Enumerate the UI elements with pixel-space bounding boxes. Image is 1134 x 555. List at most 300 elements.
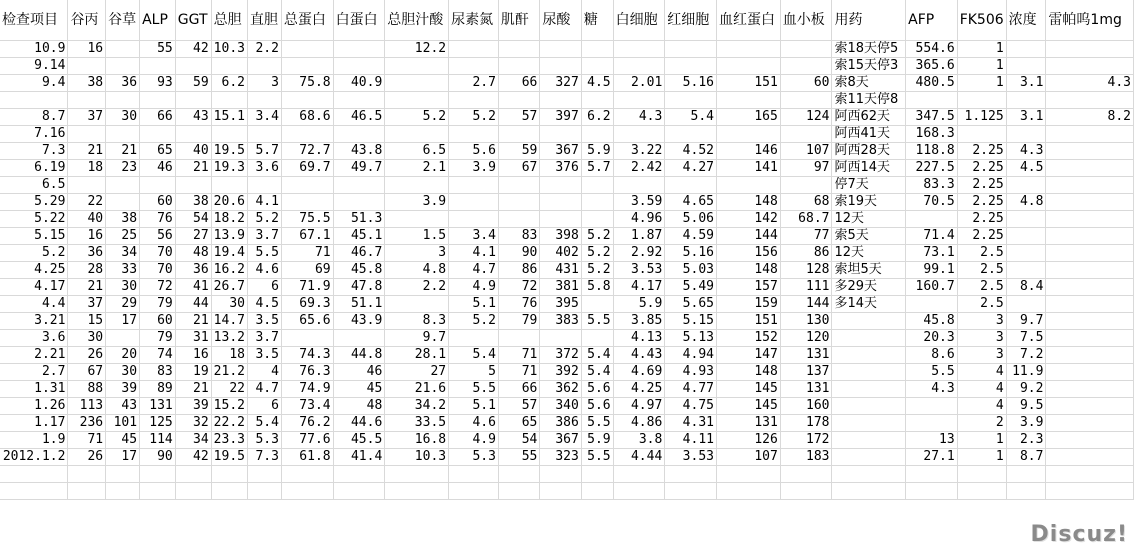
table-cell[interactable] (449, 176, 499, 193)
table-cell[interactable]: 118.8 (906, 142, 958, 159)
table-cell[interactable] (449, 329, 499, 346)
table-cell[interactable] (1046, 244, 1134, 261)
table-cell[interactable]: 125 (140, 414, 176, 431)
table-cell[interactable]: 69.3 (281, 295, 333, 312)
table-cell[interactable]: 151 (716, 312, 780, 329)
table-cell[interactable]: 5.5 (581, 414, 613, 431)
table-cell[interactable]: 40 (175, 142, 211, 159)
table-cell[interactable]: 4.9 (449, 431, 499, 448)
table-cell[interactable] (832, 363, 906, 380)
table-cell[interactable]: 90 (140, 448, 176, 465)
table-cell[interactable]: 68.7 (780, 210, 832, 227)
table-cell[interactable]: 4 (957, 380, 1006, 397)
table-cell[interactable] (832, 397, 906, 414)
table-cell[interactable]: 26.7 (211, 278, 247, 295)
table-cell[interactable]: 46.7 (333, 244, 385, 261)
table-cell[interactable]: 41.4 (333, 448, 385, 465)
table-cell[interactable] (832, 312, 906, 329)
table-cell[interactable]: 46 (140, 159, 176, 176)
table-cell[interactable]: 13 (906, 431, 958, 448)
table-cell[interactable]: 2.7 (0, 363, 68, 380)
table-cell[interactable]: 3.21 (0, 312, 68, 329)
table-cell[interactable]: 45.8 (906, 312, 958, 329)
table-cell[interactable] (106, 193, 140, 210)
table-cell[interactable] (581, 176, 613, 193)
table-cell[interactable] (540, 210, 581, 227)
table-cell[interactable] (1046, 227, 1134, 244)
table-cell[interactable]: 16 (175, 346, 211, 363)
table-cell[interactable] (449, 193, 499, 210)
table-cell[interactable]: 4.5 (581, 74, 613, 91)
table-cell[interactable]: 1.26 (0, 397, 68, 414)
table-cell[interactable]: 5.5 (581, 312, 613, 329)
table-cell[interactable]: 34 (106, 244, 140, 261)
table-cell[interactable] (957, 125, 1006, 142)
table-cell[interactable]: 79 (140, 329, 176, 346)
table-cell[interactable]: 45 (106, 431, 140, 448)
table-cell[interactable]: 3.85 (613, 312, 665, 329)
table-cell[interactable]: 3.5 (247, 312, 281, 329)
table-cell[interactable] (385, 57, 449, 74)
table-cell[interactable]: 157 (716, 278, 780, 295)
table-cell[interactable]: 107 (716, 448, 780, 465)
table-cell[interactable]: 5.7 (247, 142, 281, 159)
table-cell[interactable]: 43.8 (333, 142, 385, 159)
table-cell[interactable]: 18 (211, 346, 247, 363)
table-cell[interactable]: 4.43 (613, 346, 665, 363)
header-cell[interactable]: ALP (140, 0, 176, 40)
table-cell[interactable] (175, 57, 211, 74)
table-cell[interactable] (540, 91, 581, 108)
table-cell[interactable]: 13.2 (211, 329, 247, 346)
table-cell[interactable]: 5.15 (665, 312, 717, 329)
table-cell[interactable]: 37 (68, 108, 106, 125)
table-cell[interactable] (613, 125, 665, 142)
table-cell[interactable]: 362 (540, 380, 581, 397)
empty-cell[interactable] (211, 482, 247, 499)
table-cell[interactable]: 51.3 (333, 210, 385, 227)
table-cell[interactable]: 395 (540, 295, 581, 312)
table-cell[interactable]: 54 (498, 431, 539, 448)
table-cell[interactable]: 347.5 (906, 108, 958, 125)
table-cell[interactable]: 9.2 (1006, 380, 1046, 397)
table-cell[interactable]: 3.6 (247, 159, 281, 176)
table-cell[interactable]: 4 (957, 363, 1006, 380)
table-cell[interactable]: 72 (498, 278, 539, 295)
table-cell[interactable]: 索11天停8 (832, 91, 906, 108)
table-cell[interactable]: 29 (106, 295, 140, 312)
table-cell[interactable]: 7.5 (1006, 329, 1046, 346)
table-cell[interactable]: 8.7 (0, 108, 68, 125)
table-cell[interactable]: 15.1 (211, 108, 247, 125)
table-cell[interactable]: 28 (68, 261, 106, 278)
table-cell[interactable] (832, 414, 906, 431)
table-cell[interactable] (211, 91, 247, 108)
table-cell[interactable]: 5.4 (581, 363, 613, 380)
table-cell[interactable]: 68.6 (281, 108, 333, 125)
table-cell[interactable]: 4.6 (449, 414, 499, 431)
table-cell[interactable]: 43 (106, 397, 140, 414)
empty-cell[interactable] (449, 482, 499, 499)
table-cell[interactable] (1046, 125, 1134, 142)
table-cell[interactable]: 4 (957, 397, 1006, 414)
table-cell[interactable]: 38 (68, 74, 106, 91)
table-cell[interactable] (581, 91, 613, 108)
table-cell[interactable]: 23 (106, 159, 140, 176)
table-cell[interactable]: 38 (106, 210, 140, 227)
table-cell[interactable]: 113 (68, 397, 106, 414)
table-cell[interactable]: 4.8 (1006, 193, 1046, 210)
table-cell[interactable]: 141 (716, 159, 780, 176)
table-cell[interactable]: 392 (540, 363, 581, 380)
table-cell[interactable]: 21 (68, 142, 106, 159)
table-cell[interactable] (449, 40, 499, 57)
table-cell[interactable]: 2.25 (957, 210, 1006, 227)
table-cell[interactable] (1046, 397, 1134, 414)
table-cell[interactable]: 114 (140, 431, 176, 448)
table-cell[interactable]: 2.2 (247, 40, 281, 57)
table-cell[interactable]: 34 (175, 431, 211, 448)
table-cell[interactable]: 70.5 (906, 193, 958, 210)
table-cell[interactable] (1006, 227, 1046, 244)
table-cell[interactable]: 2.3 (1006, 431, 1046, 448)
table-cell[interactable]: 76 (140, 210, 176, 227)
table-cell[interactable]: 7.3 (247, 448, 281, 465)
table-cell[interactable]: 2.92 (613, 244, 665, 261)
empty-cell[interactable] (1046, 465, 1134, 482)
table-cell[interactable] (780, 40, 832, 57)
table-cell[interactable]: 3.59 (613, 193, 665, 210)
table-cell[interactable]: 10.3 (385, 448, 449, 465)
table-cell[interactable] (540, 329, 581, 346)
empty-cell[interactable] (540, 465, 581, 482)
table-cell[interactable] (613, 91, 665, 108)
table-cell[interactable]: 12天 (832, 244, 906, 261)
table-cell[interactable]: 148 (716, 261, 780, 278)
table-cell[interactable] (333, 125, 385, 142)
table-cell[interactable]: 11.9 (1006, 363, 1046, 380)
table-cell[interactable]: 480.5 (906, 74, 958, 91)
empty-cell[interactable] (281, 482, 333, 499)
table-cell[interactable] (498, 125, 539, 142)
table-cell[interactable]: 3.1 (1006, 74, 1046, 91)
table-cell[interactable] (780, 125, 832, 142)
table-cell[interactable]: 4.7 (449, 261, 499, 278)
table-cell[interactable]: 4.8 (385, 261, 449, 278)
table-cell[interactable] (581, 210, 613, 227)
empty-cell[interactable] (613, 482, 665, 499)
table-cell[interactable]: 151 (716, 74, 780, 91)
table-cell[interactable] (281, 40, 333, 57)
header-cell[interactable]: 雷帕呜1mg (1046, 0, 1134, 40)
table-cell[interactable]: 367 (540, 142, 581, 159)
table-cell[interactable] (498, 57, 539, 74)
table-cell[interactable]: 索8天 (832, 74, 906, 91)
table-cell[interactable]: 365.6 (906, 57, 958, 74)
table-cell[interactable]: 83.3 (906, 176, 958, 193)
table-cell[interactable]: 130 (780, 312, 832, 329)
table-cell[interactable]: 6.19 (0, 159, 68, 176)
table-cell[interactable]: 1.17 (0, 414, 68, 431)
table-cell[interactable] (832, 329, 906, 346)
empty-cell[interactable] (498, 482, 539, 499)
table-cell[interactable]: 27 (175, 227, 211, 244)
empty-cell[interactable] (780, 482, 832, 499)
table-cell[interactable] (281, 176, 333, 193)
table-cell[interactable] (106, 91, 140, 108)
table-cell[interactable]: 2.25 (957, 193, 1006, 210)
table-cell[interactable] (540, 57, 581, 74)
table-cell[interactable]: 65 (498, 414, 539, 431)
empty-cell[interactable] (716, 482, 780, 499)
table-cell[interactable]: 6 (247, 278, 281, 295)
table-cell[interactable]: 5.16 (665, 244, 717, 261)
table-cell[interactable]: 4.7 (247, 380, 281, 397)
table-cell[interactable] (211, 125, 247, 142)
table-cell[interactable] (957, 91, 1006, 108)
table-cell[interactable]: 25 (106, 227, 140, 244)
table-cell[interactable]: 71 (498, 346, 539, 363)
table-cell[interactable]: 14.7 (211, 312, 247, 329)
table-cell[interactable]: 17 (106, 312, 140, 329)
table-cell[interactable]: 46.5 (333, 108, 385, 125)
table-cell[interactable] (247, 125, 281, 142)
table-cell[interactable]: 40.9 (333, 74, 385, 91)
header-cell[interactable]: 白蛋白 (333, 0, 385, 40)
table-cell[interactable]: 9.4 (0, 74, 68, 91)
empty-cell[interactable] (211, 465, 247, 482)
table-cell[interactable]: 2.5 (957, 295, 1006, 312)
table-cell[interactable]: 18 (68, 159, 106, 176)
empty-cell[interactable] (247, 465, 281, 482)
table-cell[interactable]: 386 (540, 414, 581, 431)
table-cell[interactable]: 5.65 (665, 295, 717, 312)
table-cell[interactable]: 76.2 (281, 414, 333, 431)
table-cell[interactable]: 5.22 (0, 210, 68, 227)
table-cell[interactable]: 4.77 (665, 380, 717, 397)
header-cell[interactable]: GGT (175, 0, 211, 40)
table-cell[interactable] (281, 91, 333, 108)
table-cell[interactable]: 5.16 (665, 74, 717, 91)
header-cell[interactable]: 浓度 (1006, 0, 1046, 40)
table-cell[interactable] (1006, 40, 1046, 57)
table-cell[interactable]: 2.5 (957, 261, 1006, 278)
table-cell[interactable]: 56 (140, 227, 176, 244)
table-cell[interactable]: 2.5 (957, 278, 1006, 295)
table-cell[interactable]: 156 (716, 244, 780, 261)
table-cell[interactable] (68, 91, 106, 108)
table-cell[interactable] (68, 125, 106, 142)
table-cell[interactable]: 20.6 (211, 193, 247, 210)
table-cell[interactable]: 3.9 (385, 193, 449, 210)
table-cell[interactable] (140, 91, 176, 108)
table-cell[interactable] (665, 57, 717, 74)
table-cell[interactable]: 30 (211, 295, 247, 312)
table-cell[interactable] (449, 210, 499, 227)
table-cell[interactable] (906, 91, 958, 108)
table-cell[interactable]: 131 (780, 380, 832, 397)
table-cell[interactable]: 41 (175, 278, 211, 295)
table-cell[interactable]: 65.6 (281, 312, 333, 329)
table-cell[interactable]: 21.6 (385, 380, 449, 397)
empty-cell[interactable] (333, 465, 385, 482)
header-cell[interactable]: FK506 (957, 0, 1006, 40)
table-cell[interactable] (498, 91, 539, 108)
empty-cell[interactable] (957, 482, 1006, 499)
table-cell[interactable]: 2.21 (0, 346, 68, 363)
table-cell[interactable]: 152 (716, 329, 780, 346)
table-cell[interactable]: 4.4 (0, 295, 68, 312)
table-cell[interactable] (613, 40, 665, 57)
table-cell[interactable]: 5.29 (0, 193, 68, 210)
table-cell[interactable]: 55 (498, 448, 539, 465)
table-cell[interactable] (780, 176, 832, 193)
table-cell[interactable]: 2012.1.2 (0, 448, 68, 465)
table-cell[interactable] (281, 329, 333, 346)
table-cell[interactable] (175, 91, 211, 108)
table-cell[interactable]: 160.7 (906, 278, 958, 295)
table-cell[interactable]: 45.8 (333, 261, 385, 278)
table-cell[interactable]: 236 (68, 414, 106, 431)
table-cell[interactable] (140, 125, 176, 142)
empty-cell[interactable] (0, 482, 68, 499)
table-cell[interactable]: 2.25 (957, 176, 1006, 193)
table-cell[interactable] (1006, 91, 1046, 108)
table-cell[interactable]: 19.5 (211, 448, 247, 465)
table-cell[interactable] (1006, 261, 1046, 278)
empty-cell[interactable] (581, 482, 613, 499)
table-cell[interactable]: 45 (333, 380, 385, 397)
table-cell[interactable]: 367 (540, 431, 581, 448)
table-cell[interactable] (1046, 159, 1134, 176)
header-cell[interactable]: AFP (906, 0, 958, 40)
table-cell[interactable] (140, 57, 176, 74)
table-cell[interactable]: 111 (780, 278, 832, 295)
table-cell[interactable]: 4.17 (613, 278, 665, 295)
table-cell[interactable]: 148 (716, 193, 780, 210)
table-cell[interactable]: 101 (106, 414, 140, 431)
table-cell[interactable]: 5.1 (449, 397, 499, 414)
header-cell[interactable]: 直胆 (247, 0, 281, 40)
table-cell[interactable]: 10.3 (211, 40, 247, 57)
table-cell[interactable] (665, 40, 717, 57)
table-cell[interactable]: 3.6 (0, 329, 68, 346)
table-cell[interactable]: 79 (140, 295, 176, 312)
table-cell[interactable]: 40 (68, 210, 106, 227)
table-cell[interactable]: 21 (175, 312, 211, 329)
table-cell[interactable] (1046, 57, 1134, 74)
table-cell[interactable]: 12.2 (385, 40, 449, 57)
empty-cell[interactable] (540, 482, 581, 499)
table-cell[interactable]: 71 (498, 363, 539, 380)
table-cell[interactable]: 39 (175, 397, 211, 414)
table-cell[interactable] (140, 176, 176, 193)
table-cell[interactable]: 1.5 (385, 227, 449, 244)
table-cell[interactable]: 4.52 (665, 142, 717, 159)
table-cell[interactable]: 183 (780, 448, 832, 465)
table-cell[interactable]: 3 (957, 346, 1006, 363)
table-cell[interactable]: 3.53 (665, 448, 717, 465)
table-cell[interactable]: 21 (175, 380, 211, 397)
table-cell[interactable] (540, 40, 581, 57)
header-cell[interactable]: 用药 (832, 0, 906, 40)
table-cell[interactable] (581, 295, 613, 312)
table-cell[interactable]: 59 (175, 74, 211, 91)
table-cell[interactable] (281, 57, 333, 74)
table-cell[interactable]: 39 (106, 380, 140, 397)
table-cell[interactable]: 99.1 (906, 261, 958, 278)
table-cell[interactable]: 5.5 (247, 244, 281, 261)
table-cell[interactable]: 4.94 (665, 346, 717, 363)
table-cell[interactable]: 4.27 (665, 159, 717, 176)
table-cell[interactable]: 137 (780, 363, 832, 380)
table-cell[interactable]: 13.9 (211, 227, 247, 244)
table-cell[interactable] (333, 91, 385, 108)
table-cell[interactable]: 30 (68, 329, 106, 346)
table-cell[interactable] (1006, 210, 1046, 227)
table-cell[interactable] (211, 57, 247, 74)
table-cell[interactable]: 1.9 (0, 431, 68, 448)
table-cell[interactable]: 18.2 (211, 210, 247, 227)
table-cell[interactable]: 1 (957, 431, 1006, 448)
table-cell[interactable]: 4.97 (613, 397, 665, 414)
table-cell[interactable]: 3.22 (613, 142, 665, 159)
table-cell[interactable]: 376 (540, 159, 581, 176)
table-cell[interactable]: 5.9 (613, 295, 665, 312)
table-cell[interactable]: 4.69 (613, 363, 665, 380)
table-cell[interactable]: 120 (780, 329, 832, 346)
table-cell[interactable]: 60 (140, 312, 176, 329)
table-cell[interactable]: 70 (140, 261, 176, 278)
table-cell[interactable]: 67 (498, 159, 539, 176)
table-cell[interactable]: 44.6 (333, 414, 385, 431)
table-cell[interactable]: 9.5 (1006, 397, 1046, 414)
table-cell[interactable]: 67.1 (281, 227, 333, 244)
table-cell[interactable]: 75.8 (281, 74, 333, 91)
table-cell[interactable]: 5.49 (665, 278, 717, 295)
table-cell[interactable]: 26 (68, 346, 106, 363)
empty-cell[interactable] (665, 482, 717, 499)
empty-cell[interactable] (449, 465, 499, 482)
table-cell[interactable]: 79 (498, 312, 539, 329)
table-cell[interactable]: 6 (247, 397, 281, 414)
table-cell[interactable] (1046, 295, 1134, 312)
table-cell[interactable]: 131 (716, 414, 780, 431)
header-cell[interactable]: 总胆 (211, 0, 247, 40)
table-cell[interactable]: 42 (175, 40, 211, 57)
table-cell[interactable]: 7.16 (0, 125, 68, 142)
table-cell[interactable]: 4.3 (1006, 142, 1046, 159)
table-cell[interactable]: 323 (540, 448, 581, 465)
table-cell[interactable] (106, 329, 140, 346)
table-cell[interactable]: 5.15 (0, 227, 68, 244)
table-cell[interactable] (385, 295, 449, 312)
table-cell[interactable] (106, 40, 140, 57)
table-cell[interactable]: 55 (140, 40, 176, 57)
table-cell[interactable]: 128 (780, 261, 832, 278)
table-cell[interactable]: 21.2 (211, 363, 247, 380)
table-cell[interactable]: 9.7 (1006, 312, 1046, 329)
table-cell[interactable]: 59 (498, 142, 539, 159)
table-cell[interactable]: 44.8 (333, 346, 385, 363)
table-cell[interactable] (449, 91, 499, 108)
table-cell[interactable]: 索坦5天 (832, 261, 906, 278)
table-cell[interactable]: 17 (106, 448, 140, 465)
table-cell[interactable]: 22 (68, 193, 106, 210)
table-cell[interactable] (581, 193, 613, 210)
table-cell[interactable]: 5.7 (581, 159, 613, 176)
table-cell[interactable] (1046, 448, 1134, 465)
